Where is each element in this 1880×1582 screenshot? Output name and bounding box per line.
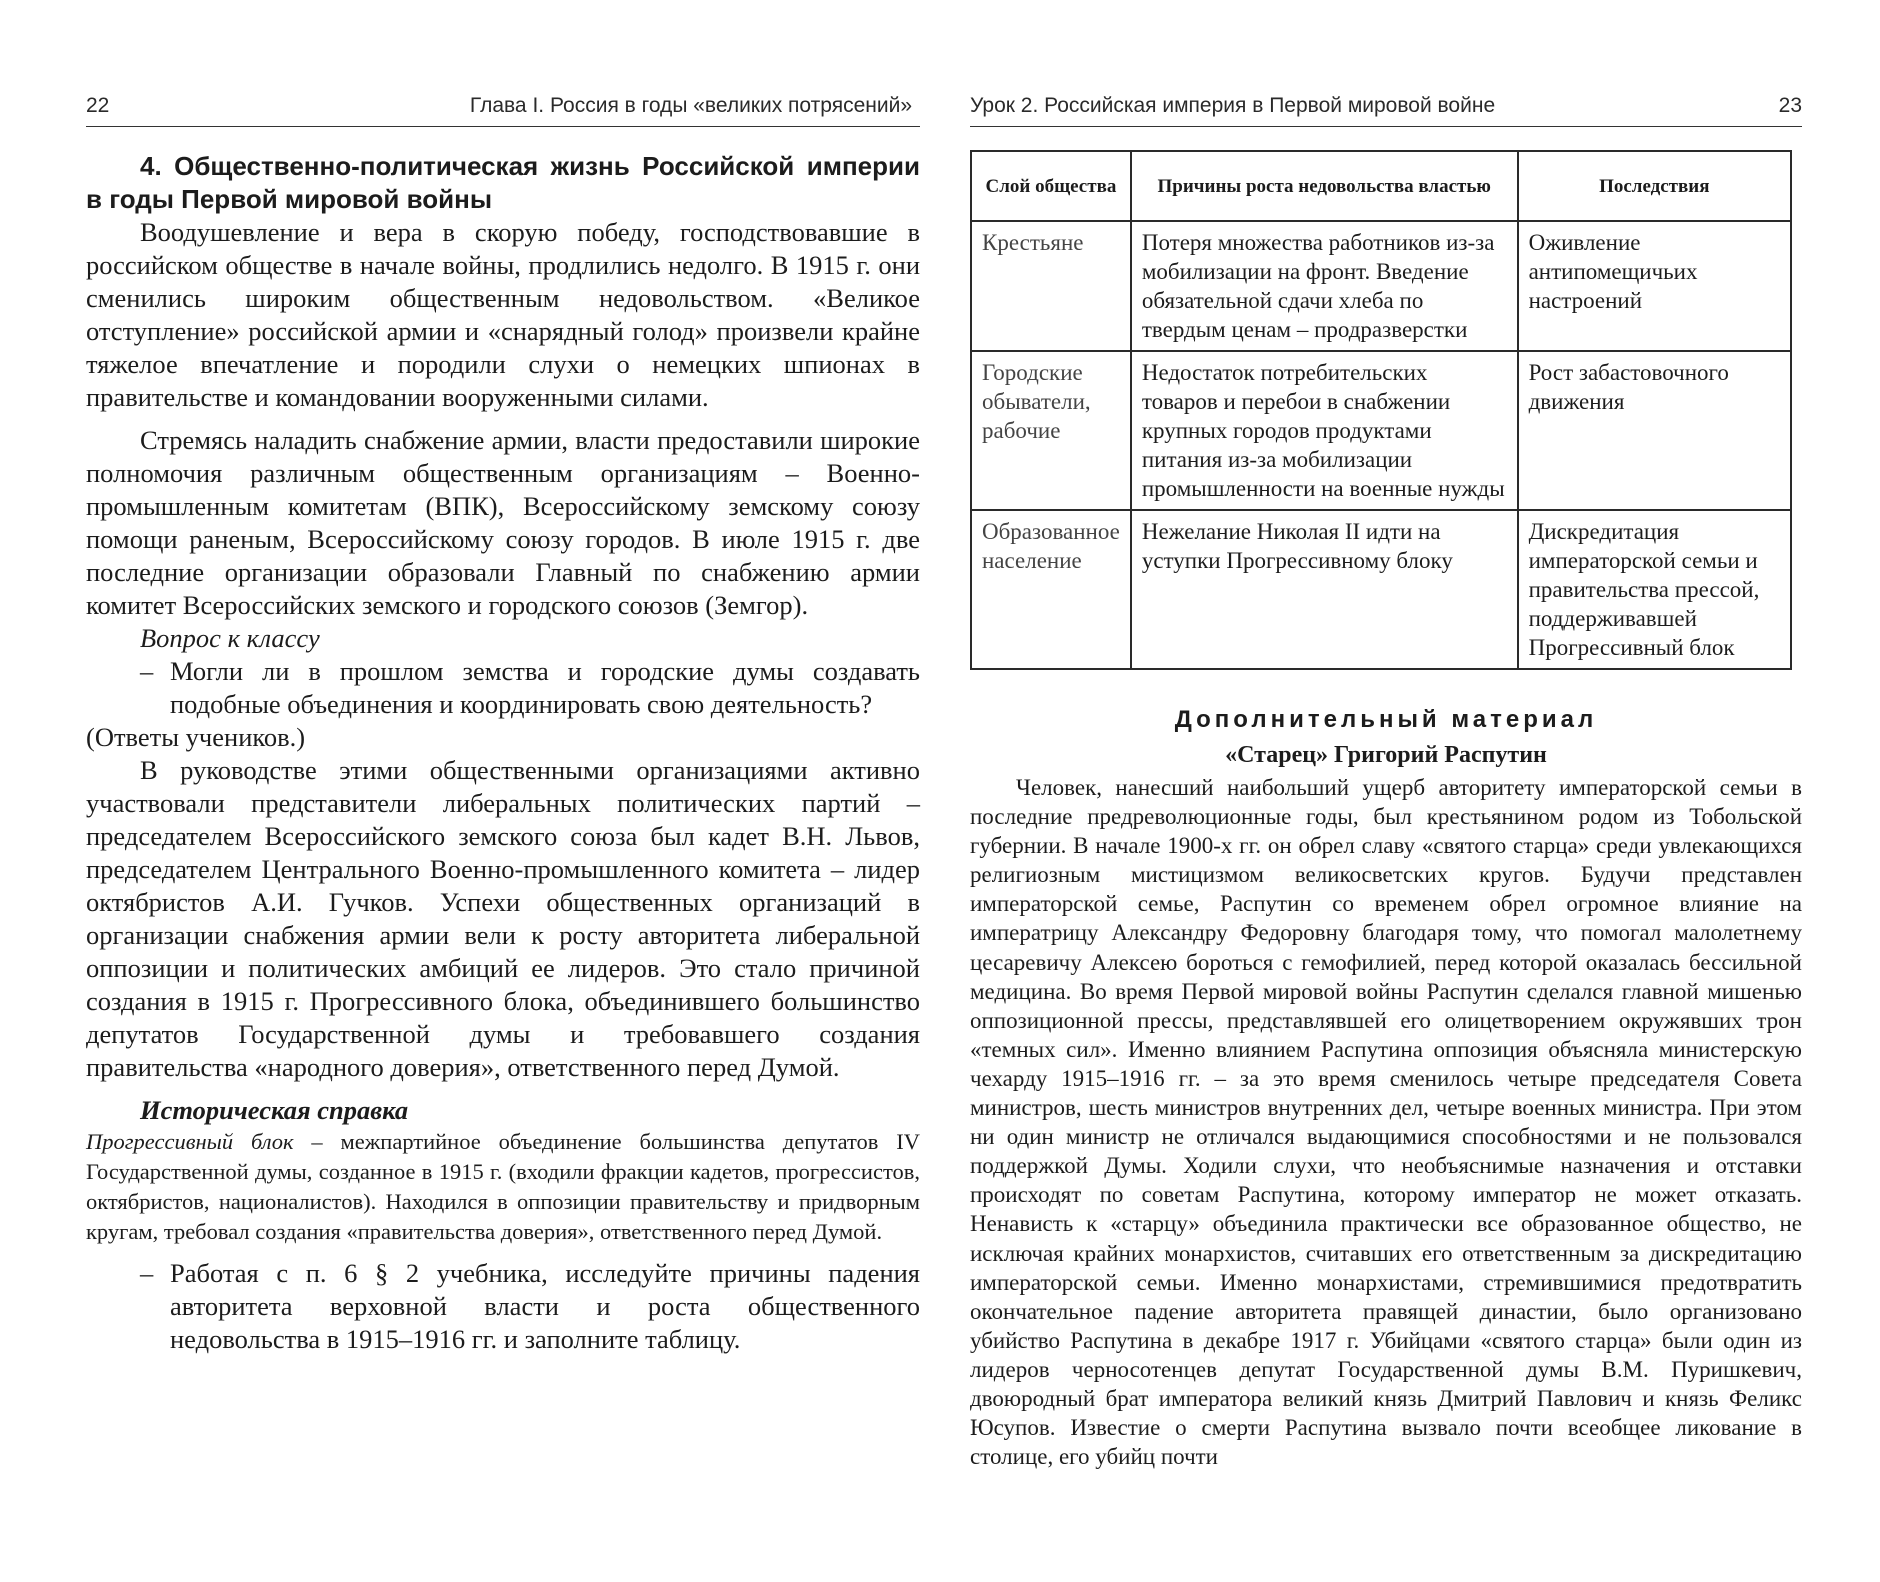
paragraph: Воодушевление и вера в скорую победу, господствовавшие в российском обществе в начале войны, продлились недолго. В 1915 г. они сменились широким общественным недовольством. «Великое отступление» российской армии и «снарядный голод» произвели крайне тяжелое впечатление и породили слухи о немецких шпионах в правительстве и командовании вооруженными силами. (86, 217, 920, 412)
dash-marker: – (140, 1258, 154, 1288)
page-number: 22 (86, 94, 110, 117)
table-cell: Недостаток потребительских товаров и перебои в снабжении крупных городов продуктами питания из-за мобилизации промышленности на военные нужды (1131, 351, 1518, 510)
section-heading: 4. Общественно-политическая жизнь Российской империи в годы Первой мировой войны (86, 151, 920, 214)
note-term: Прогрессивный блок (86, 1129, 294, 1154)
question-item (86, 655, 920, 721)
running-head-title: Глава I. Россия в годы «великих потрясений» (469, 94, 912, 117)
table-header-cell: Причины роста недовольства властью (1131, 151, 1518, 221)
page-number: 23 (1778, 94, 1802, 117)
right-page (940, 0, 1880, 1582)
historical-note (86, 1127, 920, 1247)
dash-marker: – (140, 656, 154, 686)
right-body (970, 150, 1802, 1494)
running-header (970, 92, 1802, 127)
left-body (86, 150, 920, 1356)
question-text: Могли ли в прошлом земства и городские думы создавать подобные объединения и координировать свою деятельность? (170, 656, 920, 719)
table-header-cell: Последствия (1518, 151, 1791, 221)
extra-material-subtitle: «Старец» Григорий Распутин (1225, 742, 1547, 768)
table-cell: Рост забастовочного движения (1518, 351, 1791, 510)
table-row (971, 351, 1791, 510)
table-cell: Дискредитация императорской семьи и правительства прессой, поддерживавшей Прогрессивный блок (1518, 510, 1791, 669)
table-row (971, 510, 1791, 669)
task-text: Работая с п. 6 § 2 учебника, исследуйте причины падения авторитета верховной власти и роста общественного недовольства в 1915–1916 гг. и заполните таблицу. (170, 1258, 920, 1354)
historical-note-label: Историческая справка (140, 1095, 409, 1125)
note-text: – межпартийное объединение большинства депутатов IV Государственной думы, созданное в 1915 г. (входили фракции кадетов, прогрессистов, октябристов, националистов). Находился в оппозиции правительству и придворным кругам, требовал создания «правительства доверия», ответственного перед Думой. (86, 1129, 920, 1244)
table-row (971, 221, 1791, 351)
answers-note: (Ответы учеников.) (86, 722, 306, 752)
table-cell: Оживление антипомещичьих настроений (1518, 221, 1791, 351)
table-cell: Образованное население (971, 510, 1131, 669)
extra-material-title: Дополнительный материал (1174, 706, 1598, 733)
table-cell: Нежелание Николая II идти на уступки Прогрессивному блоку (1131, 510, 1518, 669)
table-cell: Потеря множества работников из-за мобилизации на фронт. Введение обязательной сдачи хлеба по твердым ценам – продразверстки (1131, 221, 1518, 351)
task-item (86, 1257, 920, 1356)
question-label: Вопрос к классу (140, 623, 320, 653)
running-head-title: Урок 2. Российская империя в Первой мировой войне (970, 94, 1496, 117)
table-header-row (971, 151, 1791, 221)
causes-table (970, 150, 1792, 670)
paragraph: Стремясь наладить снабжение армии, власти предоставили широкие полномочия различным общественным организациям – Военно-промышленным комитетам (ВПК), Всероссийскому земскому союзу помощи раненым, Всероссийскому союзу городов. В июле 1915 г. две последние организации образовали Главный по снабжению армии комитет Всероссийских земского и городского союзов (Земгор). (86, 425, 920, 620)
running-header (86, 92, 920, 127)
table-cell: Городские обыватели, рабочие (971, 351, 1131, 510)
table-cell: Крестьяне (971, 221, 1131, 351)
paragraph: В руководстве этими общественными организациями активно участвовали представители либеральных политических партий – председателем Всероссийского земского союза был кадет В.Н. Львов, председателем Центрального Военно-промышленного комитета – лидер октябристов А.И. Гучков. Успехи общественных организаций в организации снабжения армии вели к росту авторитета либеральной оппозиции и политических амбиций ее лидеров. Это стало причиной создания в 1915 г. Прогрессивного блока, объединившего большинство депутатов Государственной думы и требовавшего создания правительства «народного доверия», ответственного перед Думой. (86, 755, 920, 1082)
table-header-cell: Слой общества (971, 151, 1131, 221)
extra-material-text: Человек, нанесший наибольший ущерб авторитету императорской семьи в последние предреволюционные годы, был крестьянином родом из Тобольской губернии. В начале 1900-х гг. он обрел славу «святого старца» среди увлекающихся религиозным мистицизмом великосветских кругов. Будучи представлен императорской семье, Распутин со временем обрел огромное влияние на императрицу Александру Федоровну благодаря тому, что помогал малолетнему цесаревичу Алексею бороться с гемофилией, перед которой оказалась бессильной медицина. Во время Первой мировой войны Распутин сделался главной мишенью оппозиционной прессы, представлявшей его олицетворением окружявших трон «темных сил». Именно влиянием Распутина оппозиция объясняла министерскую чехарду 1915–1916 гг. – за это время сменилось четыре председателя Совета министров, шесть министров внутренних дел, четыре военных министра. При этом ни один министр не отличался выдающимися способностями и не пользовался поддержкой Думы. Ходили слухи, что необъяснимые назначения и отставки происходят по советам Распутина, которому император не может отказать. Ненависть к «старцу» объединила практически все образованное общество, не исключая крайних монархистов, считавших его ответственным за дискредитацию императорской семьи. Именно монархистами, стремившимися предотвратить окончательное падение авторитета правящей династии, было организовано убийство Распутина в декабре 1917 г. Убийцами «святого старца» были один из лидеров черносотенцев депутат Государственной думы В.М. Пуришкевич, двоюродный брат императора великий князь Дмитрий Павлович и князь Феликс Юсупов. Известие о смерти Распутина вызвало почти всеобщее ликование в столице, его убийц почти (970, 775, 1802, 1470)
